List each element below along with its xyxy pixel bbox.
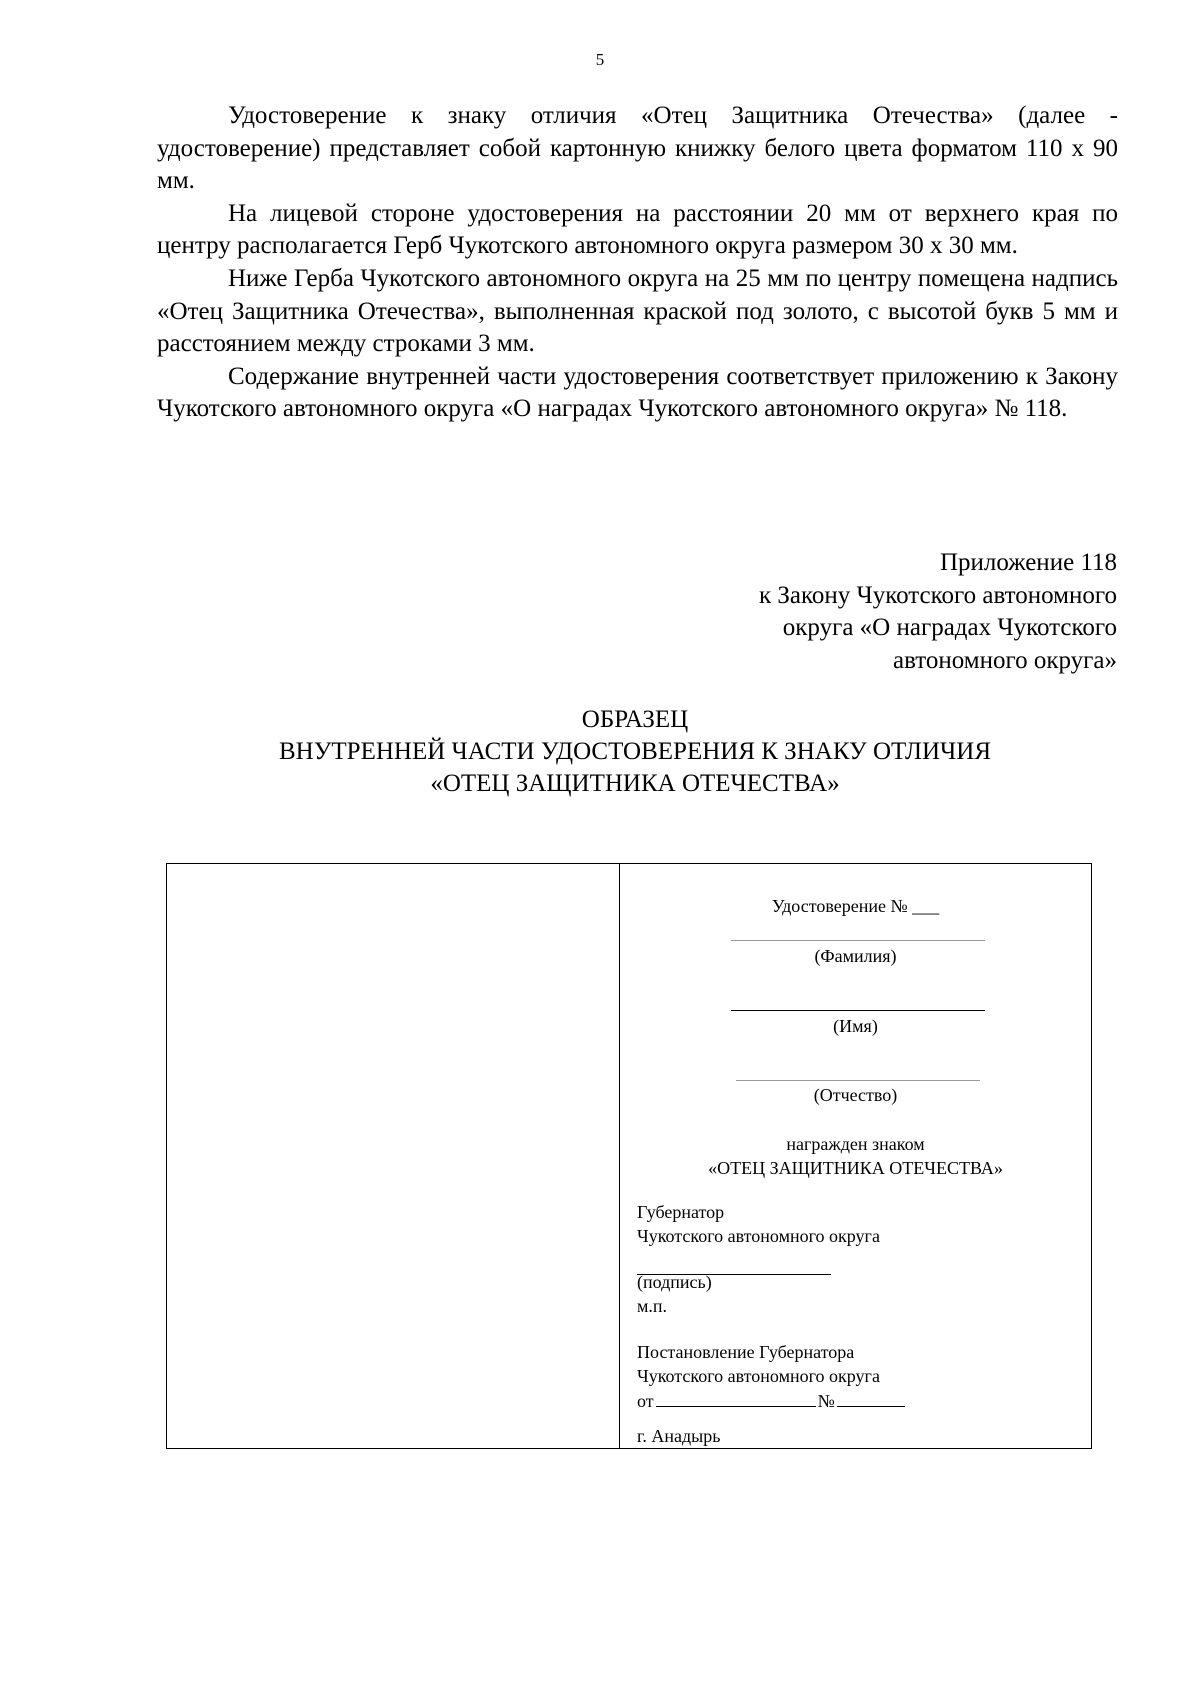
surname-caption: (Фамилия) [814, 946, 897, 966]
governor-title: Губернатор [637, 1202, 725, 1222]
annex-line: автономного округа» [892, 646, 1117, 674]
name-caption: (Имя) [833, 1016, 878, 1036]
paragraph-front-side: На лицевой стороне удостоверения на расстоянии 20 мм от верхнего края по центру располагается Герб Чукотского автономного округа размером 30 х 30 мм. [157, 199, 1118, 260]
governor-region: Чукотского автономного округа [637, 1226, 880, 1246]
paragraph-inner-part: Содержание внутренней части удостоверения соответствует приложению к Закону Чукотского автономного округа «О наградах Чукотского автономного округа» № 118. [157, 362, 1118, 423]
surname-line [731, 940, 985, 941]
award-name: «ОТЕЦ ЗАЩИТНИКА ОТЕЧЕСТВА» [708, 1158, 1003, 1178]
paragraph-description: Удостоверение к знаку отличия «Отец Защитника Отечества» (далее - удостоверение) представляет собой картонную книжку белого цвета форматом 110 х 90 мм. [157, 102, 1118, 195]
body-text [157, 100, 1118, 426]
name-line [731, 1010, 985, 1011]
decree-date-blank [656, 1388, 816, 1407]
sample-heading-line: «ОТЕЦ ЗАЩИТНИКА ОТЕЧЕСТВА» [430, 770, 840, 797]
patronymic-caption: (Отчество) [813, 1085, 898, 1105]
sample-heading-line: ОБРАЗЕЦ [581, 706, 689, 733]
certificate-number: Удостоверение № ___ [771, 896, 940, 916]
certificate-sample [166, 863, 1092, 1449]
city-label: г. Анадырь [637, 1426, 721, 1446]
seal-label: м.п. [637, 1296, 668, 1316]
decree-number-blank [837, 1388, 905, 1407]
awarded-text: награжден знаком [786, 1134, 925, 1154]
page-number: 5 [595, 50, 605, 69]
paragraph-inscription: Ниже Герба Чукотского автономного округа на 25 мм по центру помещена надпись «Отец Защитника Отечества», выполненная краской под золото, с высотой букв 5 мм и расстоянием между строками 3 мм. [157, 264, 1118, 358]
decree-region: Чукотского автономного округа [637, 1366, 880, 1386]
decree-from-label: от [637, 1391, 654, 1411]
signature-caption: (подпись) [637, 1272, 712, 1292]
annex-line: к Закону Чукотского автономного [758, 581, 1117, 609]
annex-line: округа «О наградах Чукотского [782, 614, 1117, 642]
annex-reference [759, 547, 1117, 677]
sample-heading [0, 704, 1200, 800]
decree-date-number [637, 1388, 907, 1413]
annex-line: Приложение 118 [939, 549, 1117, 576]
patronymic-line [736, 1080, 980, 1081]
certificate-left-page [167, 864, 620, 1448]
decree-title: Постановление Губернатора [637, 1342, 855, 1362]
decree-number-label: № [817, 1391, 835, 1411]
certificate-right-page [620, 864, 1091, 1448]
sample-heading-line: ВНУТРЕННЕЙ ЧАСТИ УДОСТОВЕРЕНИЯ К ЗНАКУ ОТЛИЧИЯ [278, 738, 992, 765]
